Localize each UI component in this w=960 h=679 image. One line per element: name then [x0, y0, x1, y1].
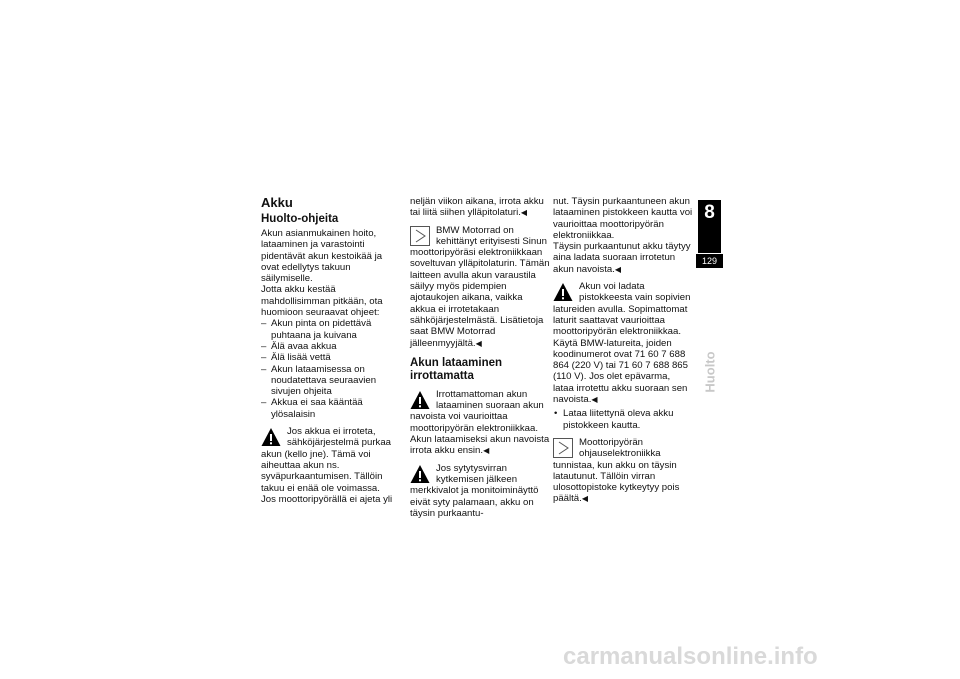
info-note — [410, 225, 550, 349]
paragraph: neljän viikon aikana, irrota akku tai liitä siihen ylläpitolaturi.◀ — [410, 196, 544, 219]
warning-text: Akun voi ladata pistokkeesta vain sopivien latureiden avulla. Sopimattomat laturit saattavat vaurioittaa moottoripyörän elektroniikkaa. — [553, 281, 691, 338]
watermark: carmanualsonline.info — [563, 643, 818, 670]
info-text: Moottoripyörän ohjauselektroniikka tunnistaa, kun akku on täysin latautunut. Tällöin virran ulosottopistoke kytkeytyy pois päältä. — [553, 436, 680, 505]
list-item: • Lataa liitettynä oleva akku pistokkeen kautta. — [553, 408, 693, 431]
end-mark-icon: ◀ — [520, 208, 528, 218]
list-item: – Akkua ei saa kääntää ylösalaisin — [261, 397, 401, 420]
paragraph: Jos moottoripyörällä ei ajeta yli — [261, 493, 393, 505]
paragraph: nut. Täysin purkaantuneen akun lataaminen pistokkeen kautta voi vaurioittaa moottoripyörän elektroniikkaa. — [553, 196, 693, 241]
column-1 — [261, 196, 401, 505]
column-2 — [410, 196, 550, 519]
warning-triangle-icon — [410, 390, 430, 410]
paragraph: Akun lataamiseksi akun navoista irrota akku ensin.◀ — [410, 434, 550, 457]
chapter-number: 8 — [704, 202, 715, 223]
paragraph: Käytä BMW-latureita, joiden koodinumerot ovat 71 60 7 688 864 (220 V) tai 71 60 7 688 865 (110 V). Jos olet epävarma, lataa irrotettu akku suoraan sen navoista.◀ — [553, 337, 688, 406]
info-arrow-icon — [410, 226, 430, 246]
paragraph: Akun asianmukainen hoito, lataaminen ja varastointi pidentävät akun kestoikää ja ovat edellytys takuun säilymiselle. — [261, 228, 383, 285]
warning-note — [553, 281, 693, 337]
info-text: BMW Motorrad on kehittänyt erityisesti Sinun moottoripyöräsi elektroniikkaan soveltuvan ylläpitolaturin. Tämän laitteen avulla akun varaustila säilyy myös pidempien ajotaukojen aikana, vaikka akkua ei irrotetakaan sähköjärjestelmästä. Lisätietoja saat BMW Motorrad jälleenmyyjältä. — [410, 224, 550, 349]
list-item: – Akun pinta on pidettävä puhtaana ja kuivana — [261, 318, 401, 341]
warning-text: Jos akkua ei irroteta, sähköjärjestelmä purkaa akun (kello jne). Tämä voi aiheuttaa akun ns. syväpurkaantumisen. Tällöin takuu ei enää ole voimassa. — [261, 426, 391, 494]
end-mark-icon: ◀ — [614, 264, 622, 274]
warning-text: Irrottamattoman akun lataaminen suoraan akun navoista voi vaurioittaa moottoripyörän elektroniikkaa. — [410, 388, 544, 434]
info-note — [553, 437, 693, 505]
end-mark-icon: ◀ — [483, 446, 490, 456]
paragraph: Täysin purkaantunut akku täytyy aina ladata suoraan irrotetun akun navoista.◀ — [553, 241, 691, 275]
info-arrow-icon — [553, 438, 573, 458]
end-mark-icon: ◀ — [581, 494, 588, 504]
warning-triangle-icon — [410, 464, 430, 484]
chapter-side-label: Huolto — [702, 351, 718, 393]
end-mark-icon: ◀ — [475, 338, 482, 348]
warning-text: Jos sytytysvirran kytkemisen jälkeen merkkivalot ja monitoiminäyttö eivät syty palamaan, akku on täysin purkaantu- — [410, 462, 539, 519]
list-item: – Akun lataamisessa on noudatettava seuraavien sivujen ohjeita — [261, 364, 401, 398]
end-mark-icon: ◀ — [591, 395, 598, 405]
warning-triangle-icon — [261, 427, 281, 447]
column-3 — [553, 196, 693, 505]
paragraph: Jotta akku kestää mahdollisimman pitkään, ota huomioon seuraavat ohjeet: — [261, 284, 383, 319]
warning-note — [410, 463, 550, 519]
warning-note — [410, 389, 550, 434]
page-number: 129 — [696, 253, 723, 268]
list-item: – Älä avaa akkua — [261, 341, 401, 352]
list-item: – Älä lisää vettä — [261, 352, 401, 363]
section-subtitle: Huolto-ohjeita — [261, 213, 339, 225]
warning-triangle-icon — [553, 282, 573, 302]
section-title: Akku — [261, 195, 293, 210]
warning-note — [261, 426, 401, 494]
section-heading: Akun lataaminen irrottamatta — [410, 356, 503, 382]
